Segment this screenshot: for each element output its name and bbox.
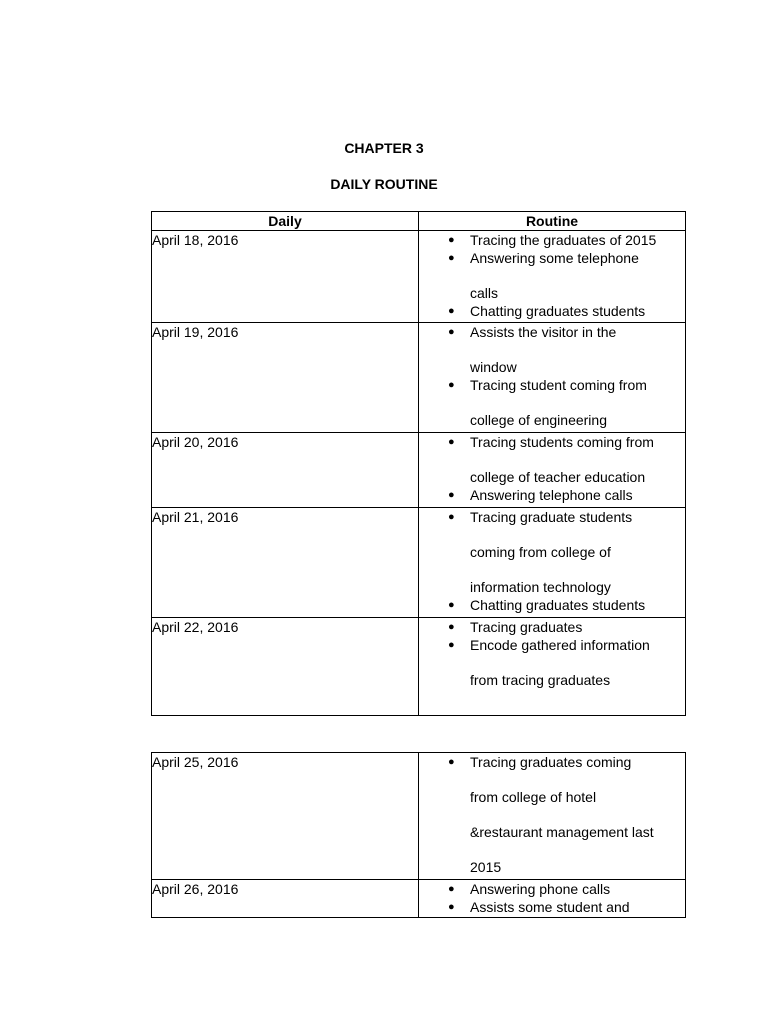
routine-text: Answering phone calls [470, 881, 611, 897]
routine-text: from tracing graduates [470, 672, 611, 688]
list-item [419, 596, 685, 614]
bullet-icon: ● [448, 639, 455, 651]
bullet-icon: ● [448, 252, 455, 264]
header-daily: Daily [152, 212, 419, 231]
row-date: April 18, 2016 [152, 231, 419, 323]
table-row [152, 618, 686, 716]
list-item [419, 753, 685, 876]
list-item [419, 302, 685, 320]
table-row [152, 323, 686, 433]
row-date: April 26, 2016 [152, 880, 419, 918]
routine-text: window [470, 359, 517, 375]
routine-text: Answering telephone calls [470, 487, 633, 503]
list-item [419, 231, 685, 249]
row-routine [419, 618, 686, 716]
list-item [419, 486, 685, 504]
routine-text: college of teacher education [470, 469, 646, 485]
routine-text: Chatting graduates students [470, 303, 646, 319]
list-item [419, 323, 685, 376]
row-routine [419, 433, 686, 508]
bullet-icon: ● [448, 379, 455, 391]
header-routine: Routine [419, 212, 686, 231]
routine-text: calls [470, 285, 499, 301]
routine-text: Chatting graduates students [470, 597, 646, 613]
table-row [152, 433, 686, 508]
routine-table [151, 211, 686, 716]
routine-text: &restaurant management last [470, 824, 654, 840]
routine-text: Encode gathered information [470, 637, 650, 653]
bullet-icon: ● [448, 901, 455, 913]
routine-list [419, 231, 685, 320]
bullet-icon: ● [448, 599, 455, 611]
row-date: April 20, 2016 [152, 433, 419, 508]
bullet-icon: ● [448, 621, 455, 633]
row-routine [419, 323, 686, 433]
bullet-icon: ● [448, 436, 455, 448]
routine-list [419, 618, 685, 689]
chapter-heading: CHAPTER 3 [344, 140, 424, 156]
routine-text: from college of hotel [470, 789, 597, 805]
table-row [152, 508, 686, 618]
bullet-icon: ● [448, 234, 455, 246]
row-date: April 21, 2016 [152, 508, 419, 618]
routine-list [419, 753, 685, 876]
bullet-icon: ● [448, 305, 455, 317]
table-row [152, 880, 686, 918]
routine-table-continued [151, 752, 686, 918]
routine-text: college of engineering [470, 412, 607, 428]
routine-list [419, 323, 685, 429]
list-item [419, 249, 685, 302]
routine-text: Tracing graduate students [470, 509, 633, 525]
row-date: April 19, 2016 [152, 323, 419, 433]
bullet-icon: ● [448, 511, 455, 523]
routine-text: Assists some student and [470, 899, 630, 915]
row-date: April 22, 2016 [152, 618, 419, 716]
row-date: April 25, 2016 [152, 753, 419, 880]
routine-list [419, 880, 685, 916]
row-routine [419, 753, 686, 880]
row-routine [419, 880, 686, 918]
list-item [419, 618, 685, 636]
routine-table-body [152, 231, 686, 716]
bullet-icon: ● [448, 489, 455, 501]
row-routine [419, 508, 686, 618]
table-row [152, 231, 686, 323]
routine-text: 2015 [470, 859, 502, 875]
routine-list [419, 433, 685, 504]
routine-text: information technology [470, 579, 611, 595]
routine-text: Tracing graduates coming [470, 754, 632, 770]
routine-text: coming from college of [470, 544, 611, 560]
page-title: DAILY ROUTINE [330, 176, 438, 192]
list-item [419, 880, 685, 898]
routine-text: Tracing the graduates of 2015 [470, 232, 657, 248]
routine-table-continued-body [152, 753, 686, 918]
list-item [419, 636, 685, 689]
list-item [419, 433, 685, 486]
routine-list [419, 508, 685, 614]
bullet-icon: ● [448, 756, 455, 768]
bullet-icon: ● [448, 883, 455, 895]
bullet-icon: ● [448, 326, 455, 338]
routine-text: Assists the visitor in the [470, 324, 617, 340]
table-header-row [152, 212, 686, 231]
routine-text: Tracing students coming from [470, 434, 654, 450]
table-row [152, 753, 686, 880]
routine-text: Tracing graduates [470, 619, 583, 635]
list-item [419, 376, 685, 429]
routine-text: Answering some telephone [470, 250, 639, 266]
routine-text: Tracing student coming from [470, 377, 647, 393]
list-item [419, 898, 685, 916]
list-item [419, 508, 685, 596]
row-routine [419, 231, 686, 323]
